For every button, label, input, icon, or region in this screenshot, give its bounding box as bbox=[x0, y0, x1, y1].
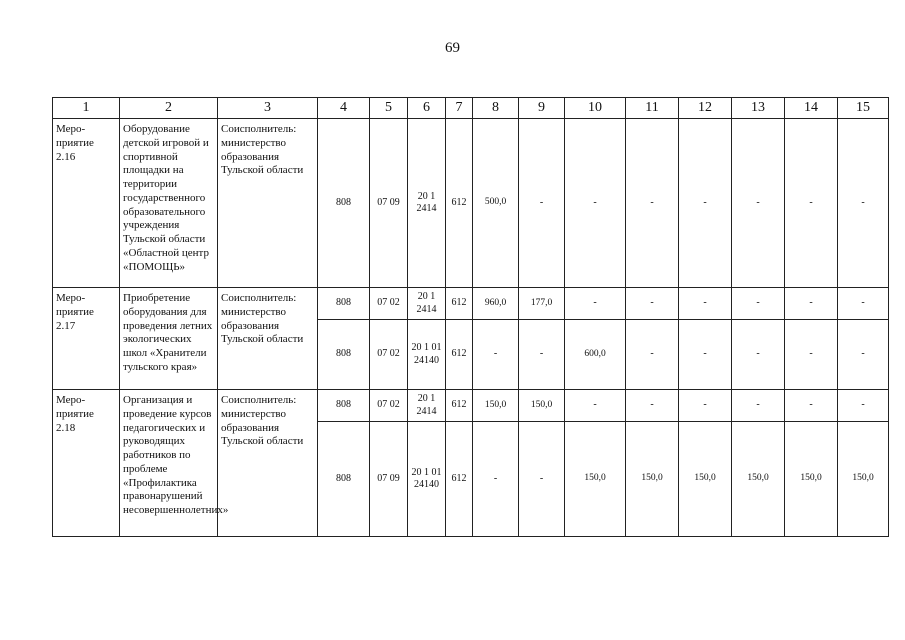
table-cell: 07 02 bbox=[370, 320, 408, 390]
table-cell: 150,0 bbox=[732, 422, 785, 537]
table-cell: - bbox=[679, 320, 732, 390]
table-cell: 177,0 bbox=[519, 288, 565, 320]
event-executor: Соисполнитель: министерство образования Тульской области bbox=[218, 119, 318, 288]
table-cell: 150,0 bbox=[519, 390, 565, 422]
event-code: Меро- приятие 2.16 bbox=[53, 119, 120, 288]
table-cell: - bbox=[679, 390, 732, 422]
budget-table bbox=[52, 97, 889, 537]
header-cell: 4 bbox=[318, 98, 370, 119]
table-cell: - bbox=[519, 422, 565, 537]
table-cell: 07 09 bbox=[370, 422, 408, 537]
table-cell: - bbox=[565, 119, 626, 288]
event-description: Организация и проведение курсов педагогических и руководящих работников по проблеме «Профилактика правонарушений несовершеннолетних» bbox=[120, 390, 218, 537]
header-cell: 6 bbox=[408, 98, 446, 119]
table-cell: 20 1 2414 bbox=[408, 390, 446, 422]
table-cell: - bbox=[473, 422, 519, 537]
header-cell: 1 bbox=[53, 98, 120, 119]
table-cell: - bbox=[519, 320, 565, 390]
table-cell: - bbox=[785, 320, 838, 390]
table-cell: 150,0 bbox=[785, 422, 838, 537]
table-cell: 612 bbox=[446, 288, 473, 320]
table-cell: 07 02 bbox=[370, 288, 408, 320]
header-cell: 9 bbox=[519, 98, 565, 119]
page-number: 69 bbox=[445, 40, 460, 56]
table-cell: 808 bbox=[318, 288, 370, 320]
event-description: Оборудование детской игровой и спортивной площадки на территории государственного образовательного учреждения Тульской области «Областной центр «ПОМОЩЬ» bbox=[120, 119, 218, 288]
table-cell: 150,0 bbox=[679, 422, 732, 537]
table-cell: - bbox=[679, 288, 732, 320]
header-cell: 12 bbox=[679, 98, 732, 119]
table-cell: 612 bbox=[446, 390, 473, 422]
table-cell: - bbox=[519, 119, 565, 288]
table-cell: 600,0 bbox=[565, 320, 626, 390]
table-cell: - bbox=[626, 288, 679, 320]
header-cell: 14 bbox=[785, 98, 838, 119]
table-cell: 150,0 bbox=[838, 422, 889, 537]
table-row bbox=[53, 288, 889, 320]
table-cell: - bbox=[679, 119, 732, 288]
table-cell: 20 1 2414 bbox=[408, 119, 446, 288]
header-cell: 8 bbox=[473, 98, 519, 119]
event-executor: Соисполнитель: министерство образования Тульской области bbox=[218, 390, 318, 537]
event-executor: Соисполнитель: министерство образования Тульской области bbox=[218, 288, 318, 390]
header-row bbox=[53, 98, 889, 119]
table-cell: - bbox=[838, 119, 889, 288]
table-cell: - bbox=[565, 390, 626, 422]
table-cell: - bbox=[785, 288, 838, 320]
table-cell: 150,0 bbox=[626, 422, 679, 537]
table-cell: - bbox=[838, 390, 889, 422]
table-cell: - bbox=[565, 288, 626, 320]
table-row bbox=[53, 390, 889, 422]
event-code: Меро- приятие 2.17 bbox=[53, 288, 120, 390]
header-cell: 11 bbox=[626, 98, 679, 119]
header-cell: 10 bbox=[565, 98, 626, 119]
table-cell: - bbox=[626, 119, 679, 288]
table-cell: 07 02 bbox=[370, 390, 408, 422]
table-cell: 500,0 bbox=[473, 119, 519, 288]
header-cell: 3 bbox=[218, 98, 318, 119]
table-cell: 960,0 bbox=[473, 288, 519, 320]
table-cell: 612 bbox=[446, 320, 473, 390]
event-description: Приобретение оборудования для проведения летних экологических школ «Хранители тульского края» bbox=[120, 288, 218, 390]
table-cell: 808 bbox=[318, 320, 370, 390]
header-cell: 2 bbox=[120, 98, 218, 119]
header-cell: 5 bbox=[370, 98, 408, 119]
table-cell: 612 bbox=[446, 422, 473, 537]
table-cell: - bbox=[838, 288, 889, 320]
table-cell: - bbox=[473, 320, 519, 390]
table-cell: - bbox=[785, 390, 838, 422]
table-cell: 150,0 bbox=[473, 390, 519, 422]
table-cell: 612 bbox=[446, 119, 473, 288]
table-cell: 150,0 bbox=[565, 422, 626, 537]
table-cell: 808 bbox=[318, 422, 370, 537]
header-cell: 7 bbox=[446, 98, 473, 119]
event-code: Меро- приятие 2.18 bbox=[53, 390, 120, 537]
header-cell: 15 bbox=[838, 98, 889, 119]
table-cell: - bbox=[732, 390, 785, 422]
table-row bbox=[53, 119, 889, 288]
table-cell: 808 bbox=[318, 390, 370, 422]
header-cell: 13 bbox=[732, 98, 785, 119]
table-cell: 20 1 01 24140 bbox=[408, 320, 446, 390]
table-cell: 20 1 2414 bbox=[408, 288, 446, 320]
table-cell: - bbox=[732, 119, 785, 288]
table-cell: 07 09 bbox=[370, 119, 408, 288]
table-cell: - bbox=[838, 320, 889, 390]
table-cell: - bbox=[785, 119, 838, 288]
table-cell: - bbox=[732, 320, 785, 390]
table-cell: - bbox=[732, 288, 785, 320]
table-cell: 808 bbox=[318, 119, 370, 288]
table-cell: - bbox=[626, 320, 679, 390]
table-cell: 20 1 01 24140 bbox=[408, 422, 446, 537]
table-cell: - bbox=[626, 390, 679, 422]
